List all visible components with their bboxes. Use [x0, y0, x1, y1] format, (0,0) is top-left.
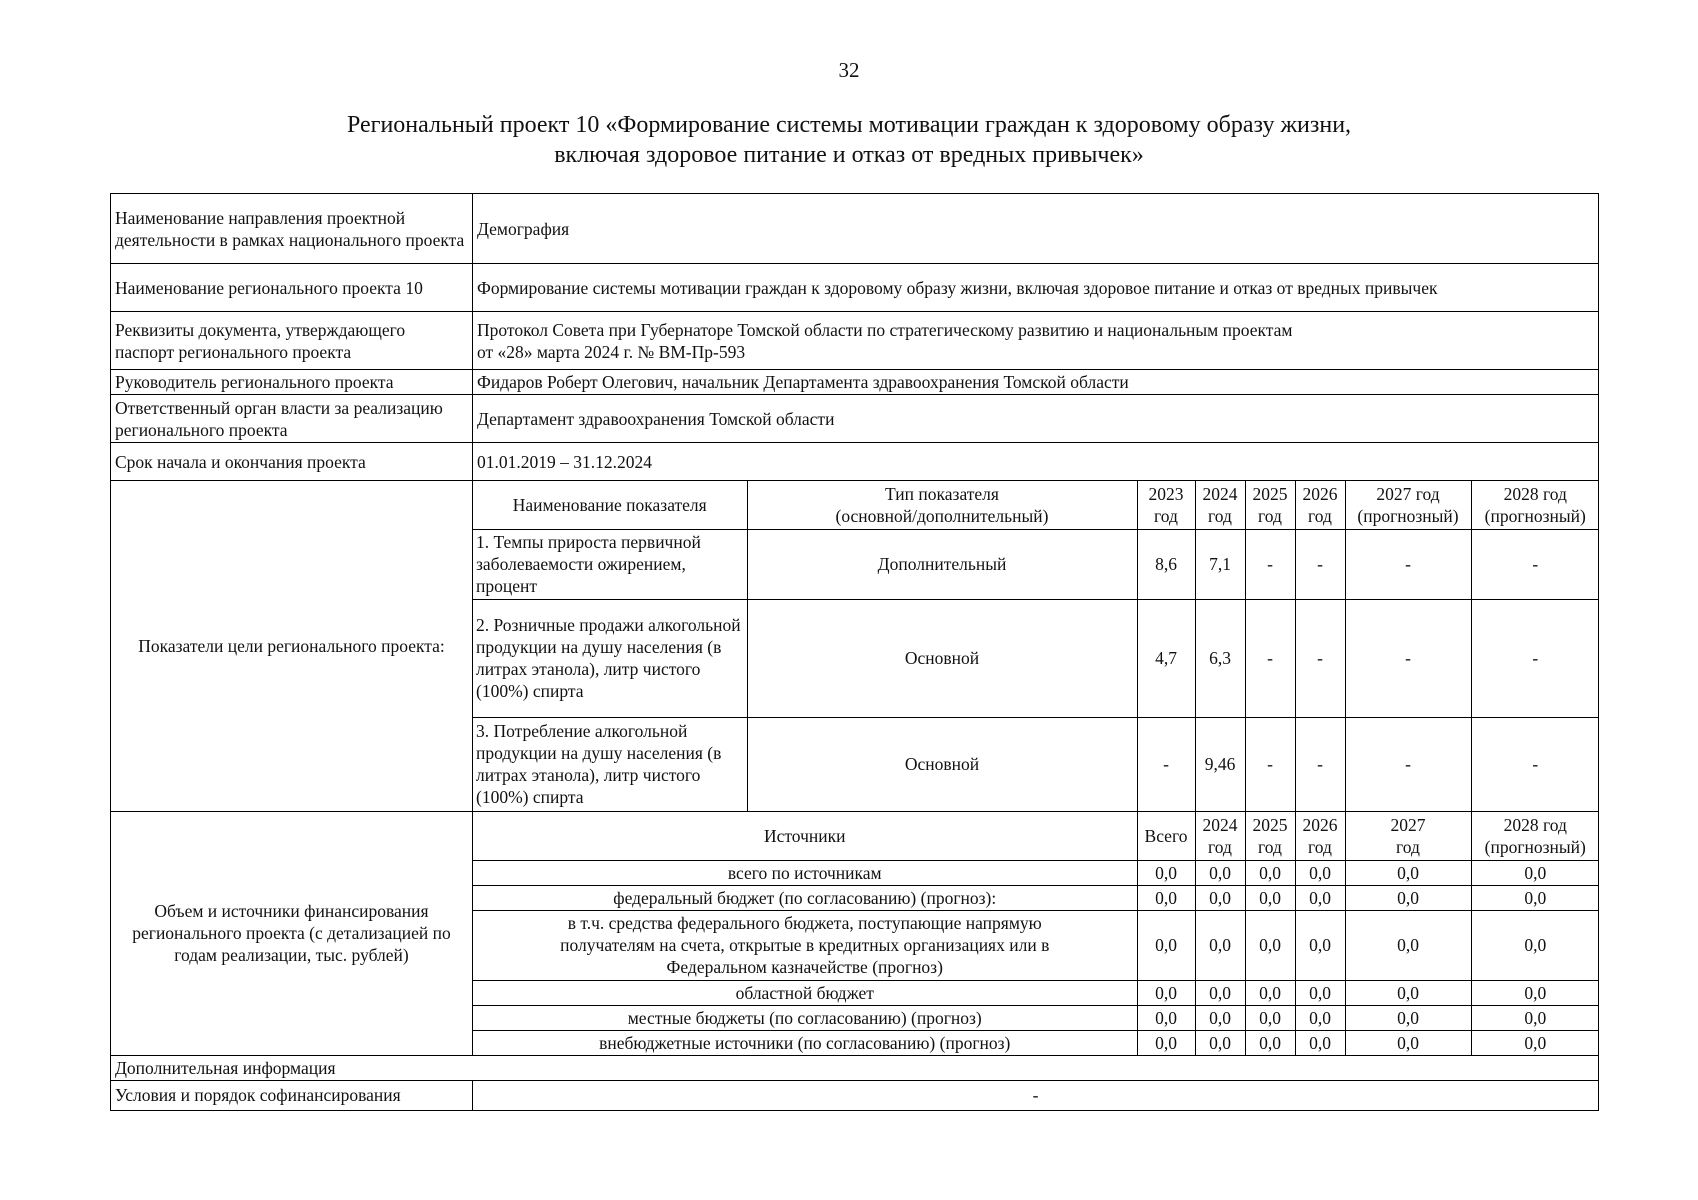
direction-label: Наименование направления проектной деятельности в рамках национального проекта	[111, 194, 473, 264]
financing-value-2024: 0,0	[1195, 860, 1245, 885]
fin-year-2028-header-line-2: (прогнозный)	[1484, 836, 1586, 857]
indicator-value-2027: -	[1345, 529, 1471, 599]
indicator-value-2026: -	[1295, 599, 1345, 717]
indicators-table	[473, 481, 1599, 811]
financing-value-2024: 0,0	[1195, 1030, 1245, 1055]
document-label: Реквизиты документа, утверждающего паспорт регионального проекта	[111, 312, 473, 370]
indicator-value-2023: 4,7	[1137, 599, 1195, 717]
financing-value-2027: 0,0	[1345, 980, 1471, 1005]
indicator-value-2026: -	[1295, 529, 1345, 599]
year-2027-header-line-2: (прогнозный)	[1357, 505, 1459, 526]
indicators-section-label: Показатели цели регионального проекта:	[111, 481, 473, 812]
financing-value-2027: 0,0	[1345, 885, 1471, 910]
indicator-value-2024: 6,3	[1195, 599, 1245, 717]
financing-total: 0,0	[1137, 885, 1195, 910]
financing-section	[111, 812, 1599, 1056]
financing-value-2026: 0,0	[1295, 980, 1345, 1005]
year-2028-header-line-2: (прогнозный)	[1484, 505, 1586, 526]
financing-value-2024: 0,0	[1195, 885, 1245, 910]
project-name-value: Формирование системы мотивации граждан к здоровому образу жизни, включая здоровое питание и отказ от вредных привычек	[473, 264, 1599, 312]
term-value: 01.01.2019 – 31.12.2024	[473, 443, 1599, 481]
financing-value-2027: 0,0	[1345, 860, 1471, 885]
financing-value-2024: 0,0	[1195, 1005, 1245, 1030]
year-2026-header: 2026 год	[1295, 481, 1345, 529]
indicator-row	[473, 529, 1599, 599]
fin-year-2024-header: 2024 год	[1195, 812, 1245, 860]
indicator-name: 3. Потребление алкогольной продукции на душу населения (в литрах этанола), литр чистого (100%) спирта	[473, 717, 747, 811]
cofinancing-value: -	[473, 1080, 1599, 1110]
financing-value-2027: 0,0	[1345, 910, 1471, 980]
financing-value-2028: 0,0	[1471, 885, 1599, 910]
document-value-line-1: Протокол Совета при Губернаторе Томской области по стратегическому развитию и национальным проектам	[477, 319, 1293, 340]
fin-year-2027-header	[1345, 812, 1471, 860]
cofinancing-row	[111, 1080, 1599, 1110]
term-label: Срок начала и окончания проекта	[111, 443, 473, 481]
financing-value-2028: 0,0	[1471, 1005, 1599, 1030]
fin-year-2026-header: 2026 год	[1295, 812, 1345, 860]
indicators-section	[111, 481, 1599, 812]
financing-value-2026: 0,0	[1295, 910, 1345, 980]
financing-value-2025: 0,0	[1245, 860, 1295, 885]
total-header: Всего	[1137, 812, 1195, 860]
indicator-value-2025: -	[1245, 529, 1295, 599]
financing-header-row	[473, 812, 1599, 860]
financing-row	[473, 980, 1599, 1005]
indicator-type-header-line-2: (основной/дополнительный)	[835, 505, 1049, 526]
financing-value-2027: 0,0	[1345, 1005, 1471, 1030]
indicator-value-2028: -	[1471, 717, 1599, 811]
financing-table	[473, 812, 1599, 1055]
project-passport-table	[110, 193, 1599, 1111]
financing-section-label: Объем и источники финансирования регионального проекта (с детализацией по годам реализации, тыс. рублей)	[111, 812, 473, 1056]
additional-info-label: Дополнительная информация	[111, 1055, 1599, 1080]
financing-value-2025: 0,0	[1245, 1030, 1295, 1055]
fin-year-2027-header-line-2: год	[1396, 836, 1420, 857]
head-row	[111, 370, 1599, 395]
indicator-row	[473, 717, 1599, 811]
financing-value-2024: 0,0	[1195, 980, 1245, 1005]
indicator-value-2024: 9,46	[1195, 717, 1245, 811]
financing-value-2028: 0,0	[1471, 1030, 1599, 1055]
indicator-value-2027: -	[1345, 717, 1471, 811]
financing-value-2024: 0,0	[1195, 910, 1245, 980]
financing-row	[473, 860, 1599, 885]
financing-total: 0,0	[1137, 1005, 1195, 1030]
title-line-2: включая здоровое питание и отказ от вредных привычек»	[554, 142, 1144, 168]
financing-value-2025: 0,0	[1245, 910, 1295, 980]
financing-value-2025: 0,0	[1245, 885, 1295, 910]
financing-value-2028: 0,0	[1471, 980, 1599, 1005]
year-2023-header: 2023 год	[1137, 481, 1195, 529]
financing-total: 0,0	[1137, 860, 1195, 885]
financing-source: местные бюджеты (по согласованию) (прогноз)	[473, 1005, 1137, 1030]
authority-row	[111, 395, 1599, 443]
year-2028-header-line-1: 2028 год	[1503, 483, 1567, 504]
year-2025-header: 2025 год	[1245, 481, 1295, 529]
indicator-name: 1. Темпы прироста первичной заболеваемости ожирением, процент	[473, 529, 747, 599]
term-row	[111, 443, 1599, 481]
financing-total: 0,0	[1137, 910, 1195, 980]
financing-row	[473, 910, 1599, 980]
document-row	[111, 312, 1599, 370]
cofinancing-label: Условия и порядок софинансирования	[111, 1080, 473, 1110]
indicator-type-header-line-1: Тип показателя	[885, 483, 999, 504]
financing-source: в т.ч. средства федерального бюджета, поступающие напрямую получателям на счета, открытые в кредитных организациях или в Федеральном казначействе (прогноз)	[473, 910, 1137, 980]
document-title	[200, 110, 1498, 170]
document-value	[473, 312, 1599, 370]
indicator-type-header	[747, 481, 1137, 529]
financing-row	[473, 1030, 1599, 1055]
indicator-type: Основной	[747, 717, 1137, 811]
project-name-row	[111, 264, 1599, 312]
fin-year-2028-header	[1471, 812, 1599, 860]
indicator-value-2023: -	[1137, 717, 1195, 811]
year-2027-header	[1345, 481, 1471, 529]
financing-value-2026: 0,0	[1295, 885, 1345, 910]
indicator-value-2026: -	[1295, 717, 1345, 811]
sources-header: Источники	[473, 812, 1137, 860]
financing-source: внебюджетные источники (по согласованию) (прогноз)	[473, 1030, 1137, 1055]
financing-source: всего по источникам	[473, 860, 1137, 885]
indicator-value-2025: -	[1245, 599, 1295, 717]
project-name-label: Наименование регионального проекта 10	[111, 264, 473, 312]
financing-value-2027: 0,0	[1345, 1030, 1471, 1055]
fin-year-2027-header-line-1: 2027	[1390, 814, 1426, 835]
indicator-row	[473, 599, 1599, 717]
fin-year-2025-header: 2025 год	[1245, 812, 1295, 860]
financing-value-2026: 0,0	[1295, 860, 1345, 885]
financing-total: 0,0	[1137, 1030, 1195, 1055]
indicator-value-2028: -	[1471, 529, 1599, 599]
authority-value: Департамент здравоохранения Томской области	[473, 395, 1599, 443]
indicator-value-2023: 8,6	[1137, 529, 1195, 599]
financing-value-2026: 0,0	[1295, 1005, 1345, 1030]
fin-year-2028-header-line-1: 2028 год	[1503, 814, 1567, 835]
financing-value-2025: 0,0	[1245, 980, 1295, 1005]
direction-row	[111, 194, 1599, 264]
year-2024-header: 2024 год	[1195, 481, 1245, 529]
financing-value-2026: 0,0	[1295, 1030, 1345, 1055]
page-number: 32	[838, 58, 860, 82]
year-2028-header	[1471, 481, 1599, 529]
financing-source: федеральный бюджет (по согласованию) (прогноз):	[473, 885, 1137, 910]
document-value-line-2: от «28» марта 2024 г. № ВМ-Пр-593	[477, 341, 746, 362]
indicator-type: Дополнительный	[747, 529, 1137, 599]
indicator-value-2028: -	[1471, 599, 1599, 717]
title-line-1: Региональный проект 10 «Формирование системы мотивации граждан к здоровому образу жизни,	[346, 112, 1352, 138]
financing-row	[473, 885, 1599, 910]
head-label: Руководитель регионального проекта	[111, 370, 473, 395]
indicator-name-header: Наименование показателя	[473, 481, 747, 529]
additional-info-row	[111, 1055, 1599, 1080]
financing-value-2028: 0,0	[1471, 860, 1599, 885]
year-2027-header-line-1: 2027 год	[1376, 483, 1440, 504]
financing-row	[473, 1005, 1599, 1030]
direction-value: Демография	[473, 194, 1599, 264]
indicator-value-2024: 7,1	[1195, 529, 1245, 599]
indicators-header-row	[473, 481, 1599, 529]
indicator-value-2027: -	[1345, 599, 1471, 717]
head-value: Фидаров Роберт Олегович, начальник Департамента здравоохранения Томской области	[473, 370, 1599, 395]
financing-total: 0,0	[1137, 980, 1195, 1005]
indicator-name: 2. Розничные продажи алкогольной продукции на душу населения (в литрах этанола), литр чистого (100%) спирта	[473, 599, 747, 717]
indicator-value-2025: -	[1245, 717, 1295, 811]
financing-source: областной бюджет	[473, 980, 1137, 1005]
financing-value-2028: 0,0	[1471, 910, 1599, 980]
financing-value-2025: 0,0	[1245, 1005, 1295, 1030]
indicator-type: Основной	[747, 599, 1137, 717]
authority-label: Ответственный орган власти за реализацию регионального проекта	[111, 395, 473, 443]
